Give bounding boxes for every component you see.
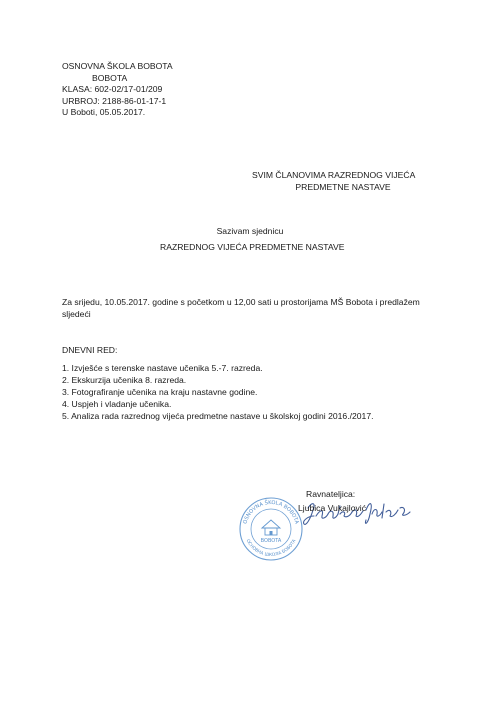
place-date: U Boboti, 05.05.2017.	[62, 107, 146, 118]
agenda-list	[62, 363, 442, 423]
recipient-line-1: SVIM ČLANOVIMA RAZREDNOG VIJEĆA	[252, 170, 416, 180]
school-header	[62, 61, 173, 119]
signatory-name: Ljubica Vukajlović	[298, 502, 366, 513]
svg-text:OSNOVNA ŠKOLA BOBOTA	[243, 499, 300, 525]
stamp-lower-text: ОСНОВНА ШКОЛА БОБОТА	[244, 538, 298, 559]
agenda-item: 1. Izvješće s terenske nastave učenika 5.-7. razreda.	[62, 363, 263, 373]
subject-line-1: Sazivam sjednicu	[216, 226, 284, 236]
urbroj-number: URBROJ: 2188-86-01-17-1	[62, 95, 167, 106]
agenda-title: DNEVNI RED:	[62, 345, 118, 355]
recipient-block	[252, 170, 428, 193]
stamp-center-text: BOBOTA	[260, 538, 282, 544]
recipient-line-2: PREDMETNE NASTAVE	[295, 181, 391, 192]
school-town: BOBOTA	[92, 72, 128, 83]
school-stamp	[238, 496, 304, 562]
signature-title: Ravnateljica:	[306, 489, 356, 499]
signature-block	[298, 489, 366, 514]
klasa-number: KLASA: 602-02/17-01/209	[62, 84, 163, 95]
agenda-item: 3. Fotografiranje učenika na kraju nastavne godine.	[62, 387, 258, 398]
subject-line-2: RAZREDNOG VIJEĆA PREDMETNE NASTAVE	[160, 241, 345, 252]
stamp-outer-ring	[240, 498, 302, 560]
meeting-announcement: Za srijedu, 10.05.2017. godine s početkom u 12,00 sati u prostorijama MŠ Bobota i predlažem sljedeći	[62, 297, 420, 319]
agenda-item: 5. Analiza rada razrednog vijeća predmetne nastave u školskoj godini 2016./2017.	[62, 411, 374, 422]
agenda-item: 2. Ekskurzija učenika 8. razreda.	[62, 375, 187, 386]
subject-block	[160, 226, 345, 253]
agenda-item: 4. Uspjeh i vladanje učenika.	[62, 399, 172, 410]
stamp-outer-text: OSNOVNA ŠKOLA BOBOTA	[242, 499, 300, 525]
school-name: OSNOVNA ŠKOLA BOBOTA	[62, 61, 173, 71]
stamp-emblem-icon	[262, 520, 280, 535]
